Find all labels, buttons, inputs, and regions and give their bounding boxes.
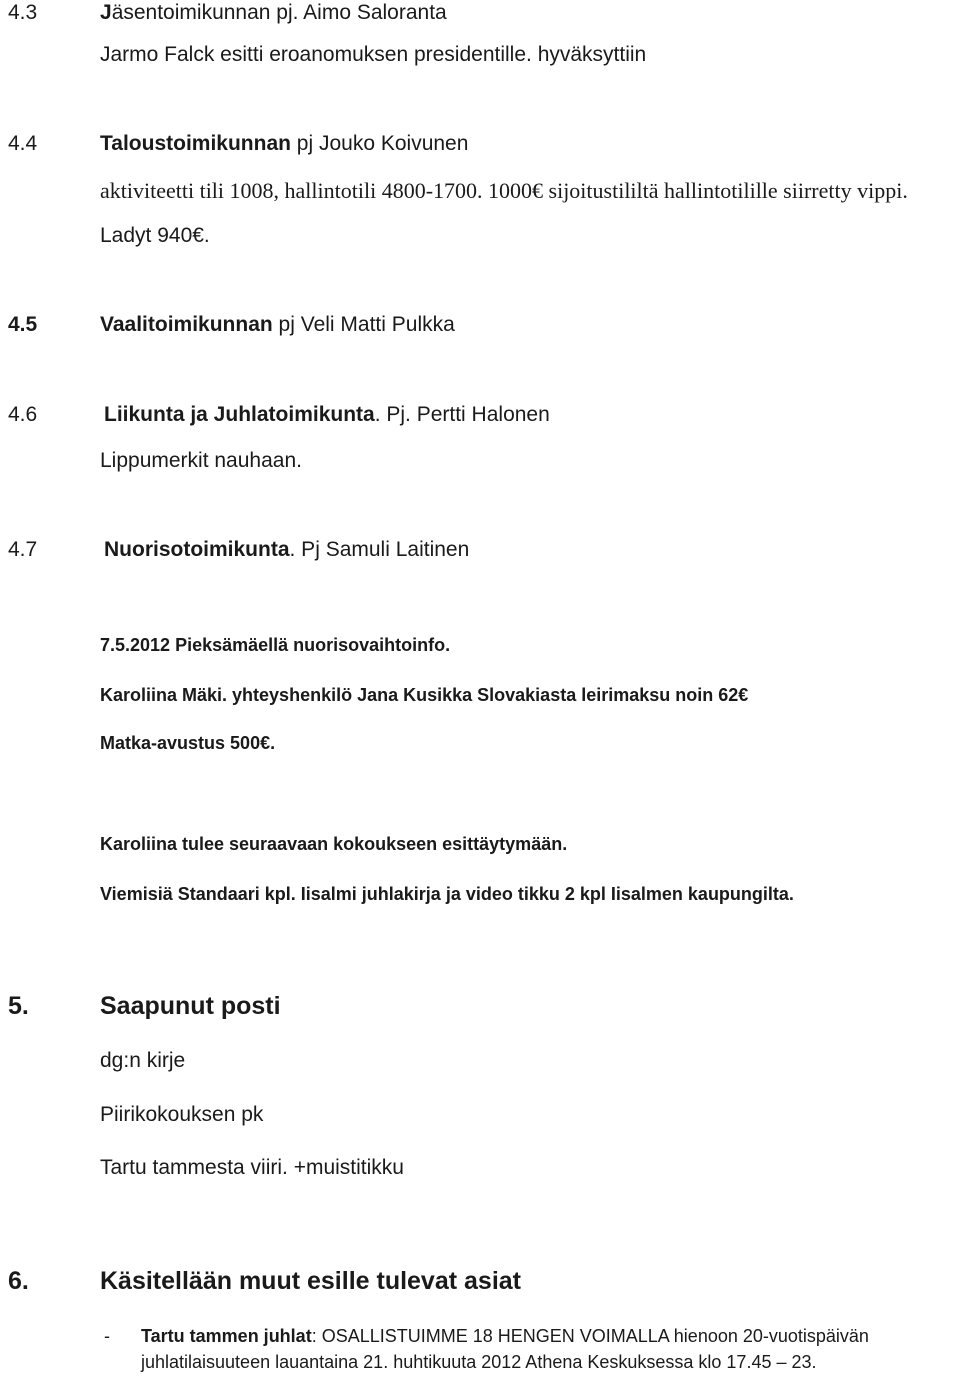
bullet-marker: -: [104, 1326, 110, 1346]
section-number: 4.7: [8, 538, 38, 561]
section-number: 4.6: [8, 403, 38, 426]
section-4-7-line-2: Karoliina Mäki. yhteyshenkilö Jana Kusikka Slovakiasta leirimaksu noin 62€: [100, 685, 749, 705]
section-number: 4.5: [8, 313, 38, 336]
section-number: 4.3: [8, 1, 38, 24]
section-title: Käsitellään muut esille tulevat asiat: [100, 1267, 521, 1295]
section-4-7-line-1: 7.5.2012 Pieksämäellä nuorisovaihtoinfo.: [100, 635, 451, 655]
section-number: 4.4: [8, 132, 38, 155]
section-title: Vaalitoimikunnan pj Veli Matti Pulkka: [100, 313, 455, 336]
mail-item: Piirikokouksen pk: [100, 1103, 264, 1126]
section-title: Taloustoimikunnan pj Jouko Koivunen: [100, 132, 469, 155]
section-title: Saapunut posti: [100, 992, 281, 1020]
section-title: Jäsentoimikunnan pj. Aimo Saloranta: [100, 1, 447, 24]
section-title: Nuorisotoimikunta. Pj Samuli Laitinen: [104, 538, 470, 561]
section-4-7-line-5: Viemisiä Standaari kpl. Iisalmi juhlakirja ja video tikku 2 kpl Iisalmen kaupungilta.: [100, 884, 794, 904]
section-4-3-text: Jarmo Falck esitti eroanomuksen presidentille. hyväksyttiin: [100, 43, 647, 66]
bullet-text-line-1: Tartu tammen juhlat: OSALLISTUIMME 18 HENGEN VOIMALLA hienoon 20-vuotispäivän: [141, 1326, 869, 1346]
section-title: Liikunta ja Juhlatoimikunta. Pj. Pertti Halonen: [104, 403, 550, 426]
section-number: 6.: [8, 1267, 29, 1295]
mail-item: dg:n kirje: [100, 1049, 186, 1072]
section-4-4-text-2: Ladyt 940€.: [100, 224, 210, 247]
section-4-6-text: Lippumerkit nauhaan.: [100, 449, 302, 472]
section-4-4-text-1: aktiviteetti tili 1008, hallintotili 4800-1700. 1000€ sijoitustililtä hallintotilille siirretty vippi.: [100, 178, 908, 203]
mail-item: Tartu tammesta viiri. +muistitikku: [100, 1156, 404, 1179]
section-number: 5.: [8, 992, 29, 1020]
section-4-7-line-3: Matka-avustus 500€.: [100, 733, 276, 753]
bullet-text-line-2: juhlatilaisuuteen lauantaina 21. huhtikuuta 2012 Athena Keskuksessa klo 17.45 – 23.: [141, 1352, 817, 1372]
section-4-7-line-4: Karoliina tulee seuraavaan kokoukseen esittäytymään.: [100, 834, 568, 854]
